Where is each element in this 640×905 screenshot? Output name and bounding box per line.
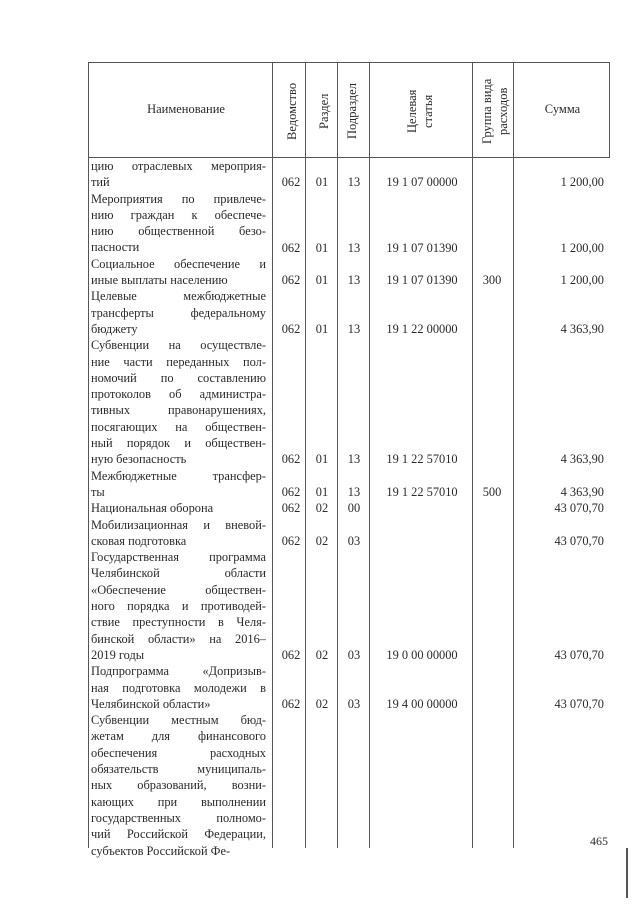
column-border-razdel — [337, 62, 338, 848]
row-sum: 43 070,70 — [554, 696, 604, 711]
row-name-line: Субвенции на осуществле- — [91, 338, 266, 353]
row-sum: 1 200,00 — [560, 240, 604, 255]
row-ved: 062 — [281, 240, 301, 255]
row-name-line: государственных полномо- — [91, 810, 266, 825]
row-name-line: ствие преступности в Челя- — [91, 615, 266, 630]
row-name — [91, 468, 266, 501]
header-vedomstvo: Ведомство — [285, 82, 299, 140]
row-podr: 00 — [347, 501, 361, 516]
row-ved: 062 — [281, 273, 301, 288]
row-sum: 4 363,90 — [560, 485, 604, 499]
row-name-line: Национальная оборона — [91, 501, 214, 516]
row-sum: 4 363,90 — [560, 452, 604, 467]
row-name-line: чий Российской Федерации, — [91, 827, 266, 842]
row-sum: 1 200,00 — [560, 175, 604, 190]
row-razd: 01 — [315, 322, 329, 336]
row-razd: 01 — [315, 240, 329, 255]
column-border-group — [513, 62, 514, 848]
row-target: 19 1 07 00000 — [386, 175, 458, 190]
row-ved: 062 — [281, 533, 301, 548]
row-podr: 13 — [347, 175, 361, 190]
row-sum: 4 363,90 — [560, 322, 604, 336]
row-podr: 03 — [347, 533, 361, 548]
row-name-line: ты — [91, 484, 105, 499]
row-name-line: иные выплаты населению — [91, 273, 228, 288]
row-name-line: ную безопасность — [91, 452, 187, 467]
row-target: 19 0 00 00000 — [386, 648, 458, 662]
column-border-name — [272, 62, 273, 848]
row-name — [91, 337, 266, 467]
row-sum: 43 070,70 — [554, 501, 604, 516]
row-name-line: ние части переданных пол- — [91, 354, 266, 369]
row-name-line: ная подготовка молодежи в — [91, 680, 266, 695]
row-sum: 1 200,00 — [560, 273, 604, 288]
column-border-right — [609, 62, 610, 158]
row-group: 500 — [482, 485, 502, 499]
row-name — [91, 663, 266, 712]
row-name-line: Субвенции местным бюд- — [91, 713, 266, 728]
row-name-line: сковая подготовка — [91, 533, 187, 548]
row-name-line: обеспечения расходных — [91, 745, 266, 760]
row-razd: 02 — [315, 648, 329, 662]
row-name-line: протоколов об администра- — [91, 387, 266, 402]
row-name-line: тивных правонарушениях, — [91, 403, 266, 418]
row-name-line: бинской области» на 2016– — [91, 631, 266, 646]
row-podr: 13 — [347, 273, 361, 288]
row-name-line: ных образований, возни- — [91, 778, 266, 793]
row-ved: 062 — [281, 696, 301, 711]
header-target-line1: Целевая — [405, 89, 419, 133]
row-podr: 13 — [347, 452, 361, 467]
row-ved: 062 — [281, 648, 301, 662]
row-name-line: нию общественной безо- — [91, 224, 266, 239]
row-name-line: Подпрограмма «Допризыв- — [91, 664, 266, 679]
row-name-line: бюджету — [91, 321, 138, 336]
row-ved: 062 — [281, 501, 301, 516]
row-name-line: Мероприятия по привлече- — [91, 191, 266, 206]
row-sum: 43 070,70 — [554, 648, 604, 662]
row-name-line: Мобилизационная и вневой- — [91, 517, 266, 532]
row-name-line: ного порядка и противодей- — [91, 599, 266, 614]
row-target: 19 1 22 57010 — [386, 452, 458, 467]
column-border-vedomstvo — [305, 62, 306, 848]
row-razd: 01 — [315, 485, 329, 499]
row-razd: 01 — [315, 175, 329, 190]
row-target: 19 1 22 57010 — [386, 485, 458, 499]
row-razd: 01 — [315, 273, 329, 288]
row-podr: 03 — [347, 696, 361, 711]
header-podrazdel: Подраздел — [345, 83, 359, 139]
page-edge-mark — [626, 848, 628, 898]
row-ved: 062 — [281, 485, 301, 499]
row-name-line: трансферты федеральному — [91, 305, 266, 320]
row-target: 19 1 22 00000 — [386, 322, 458, 336]
header-group-line2: расходов — [496, 87, 510, 135]
header-sum: Сумма — [544, 102, 581, 116]
row-name-line: тий — [91, 175, 110, 190]
row-podr: 13 — [347, 485, 361, 499]
row-name-line: пасности — [91, 240, 140, 255]
row-podr: 13 — [347, 240, 361, 255]
page-number: 465 — [590, 834, 608, 848]
row-name-line: нию граждан к обеспече- — [91, 207, 266, 222]
row-target: 19 1 07 01390 — [386, 273, 458, 288]
row-group: 300 — [482, 273, 502, 288]
row-name-line: номочий по составлению — [91, 370, 266, 385]
row-podr: 03 — [347, 648, 361, 662]
row-name — [91, 256, 266, 289]
row-name-line: Челябинской области» — [91, 696, 211, 711]
row-name — [91, 549, 266, 663]
row-razd: 02 — [315, 696, 329, 711]
row-podr: 13 — [347, 322, 361, 336]
row-razd: 02 — [315, 533, 329, 548]
row-name — [91, 191, 266, 256]
row-target: 19 4 00 00000 — [386, 696, 458, 711]
row-name-line: жетам для финансового — [91, 729, 266, 744]
header-target-line2: статья — [421, 94, 435, 128]
row-name — [91, 712, 266, 859]
row-name — [91, 288, 266, 337]
row-name — [91, 500, 266, 516]
row-name-line: субъектов Российской Фе- — [91, 843, 231, 858]
row-name-line: кающих при выполнении — [91, 794, 266, 809]
row-name-line: обязательств муниципаль- — [91, 762, 266, 777]
header-name: Наименование — [147, 102, 225, 116]
row-ved: 062 — [281, 322, 301, 336]
row-name-line: посягающих на обществен- — [91, 419, 266, 434]
column-border-target — [472, 62, 473, 848]
row-name — [91, 158, 266, 191]
column-border-podrazdel — [369, 62, 370, 848]
column-border-left — [88, 62, 89, 848]
row-razd: 01 — [315, 452, 329, 467]
row-ved: 062 — [281, 452, 301, 467]
row-ved: 062 — [281, 175, 301, 190]
row-name-line: «Обеспечение обществен- — [91, 582, 266, 597]
row-name-line: ный порядок и обществен- — [91, 436, 266, 451]
row-name-line: Целевые межбюджетные — [91, 289, 266, 304]
row-sum: 43 070,70 — [554, 533, 604, 548]
row-name-line: Челябинской области — [91, 566, 266, 581]
row-name-line: 2019 годы — [91, 647, 145, 662]
row-name-line: Социальное обеспечение и — [91, 256, 266, 271]
row-name-line: Межбюджетные трансфер- — [91, 468, 266, 483]
row-razd: 02 — [315, 501, 329, 516]
row-name — [91, 517, 266, 550]
row-target: 19 1 07 01390 — [386, 240, 458, 255]
row-name-line: цию отраслевых мероприя- — [91, 159, 266, 173]
header-group-line1: Группа вида — [480, 78, 494, 144]
header-razdel: Раздел — [317, 93, 331, 129]
row-name-line: Государственная программа — [91, 550, 266, 565]
